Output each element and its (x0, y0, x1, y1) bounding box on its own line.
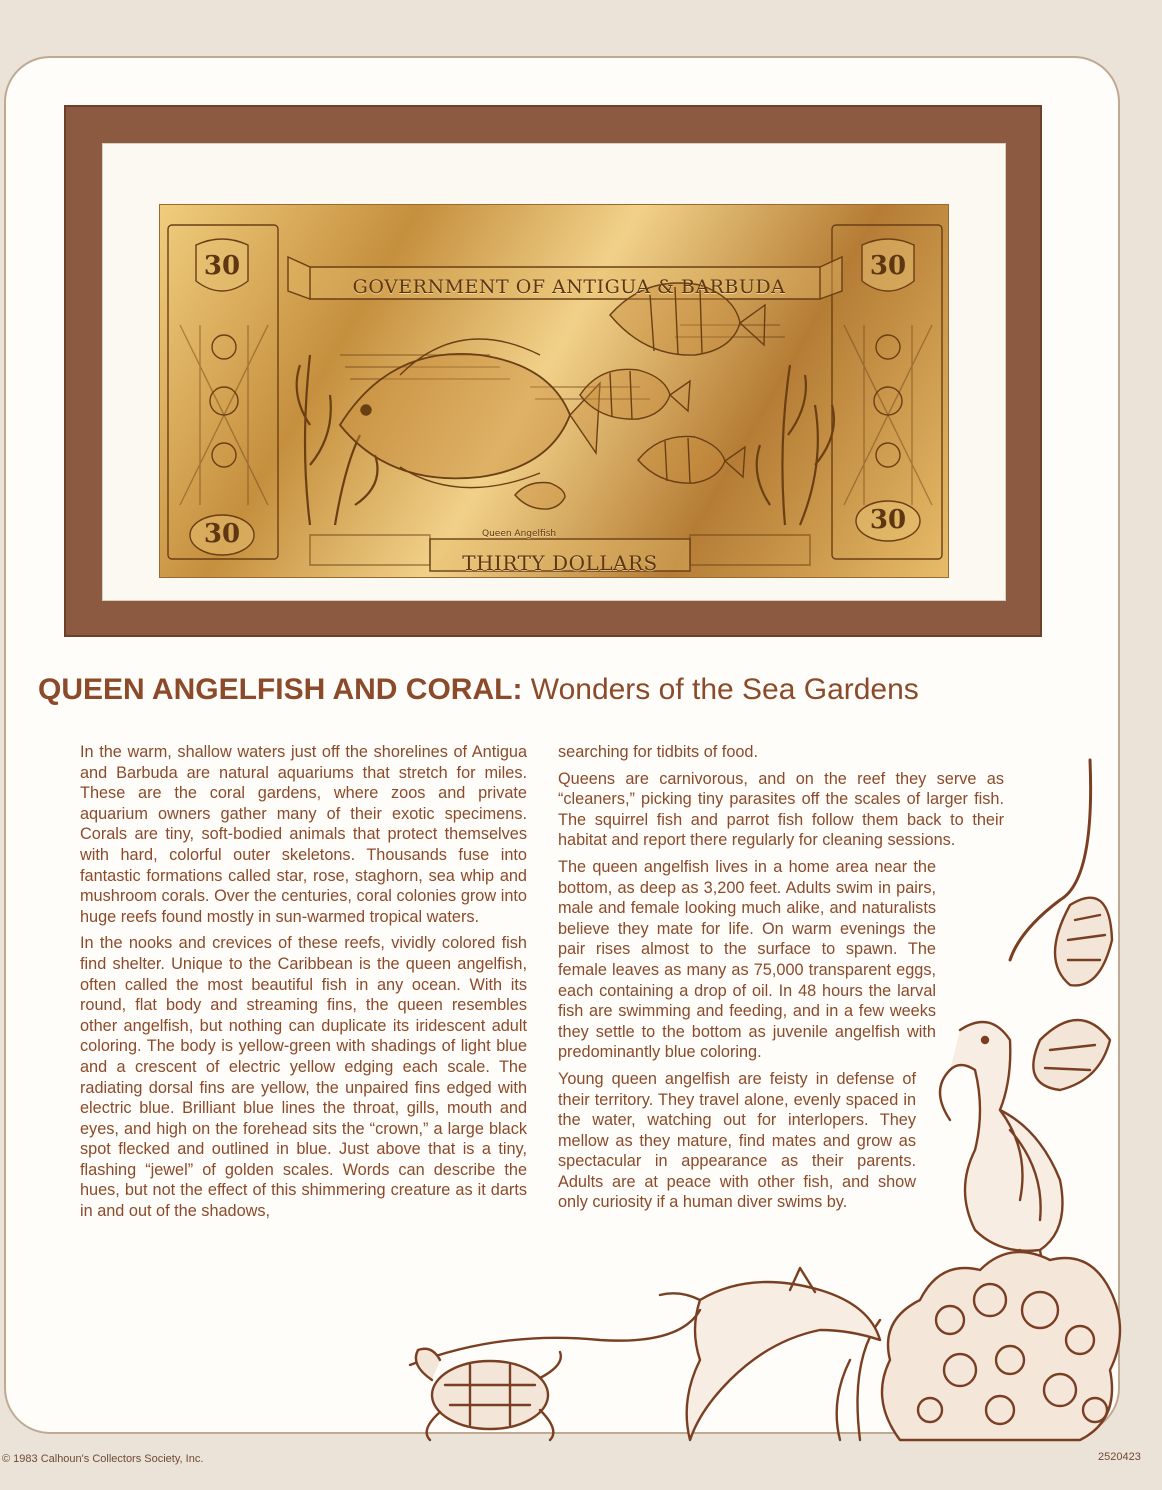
right-paragraph-3: The queen angelfish lives in a home area near the bottom, as deep as 3,200 feet. Adults swim in pairs, male and female looking much alike, and naturalists believe they mate for life. On warm evenings the pair rises almost to the surface to spawn. The female leaves as many as 75,000 transparent eggs, each containing a drop of oil. In 48 hours the larval fish are swimming and feeding, and in a few weeks they settle to the bottom as juvenile angelfish with predominantly blue coloring. (558, 857, 936, 1062)
right-paragraph-1: searching for tidbits of food. (558, 743, 759, 761)
coral-illustration (837, 1252, 1120, 1440)
left-paragraph-2: In the nooks and crevices of these reefs, vividly colored fish find shelter. Unique to the Caribbean is the queen angelfish, often called the most beautiful fish in any ocean. With its round, flat body and streaming fins, the queen resembles other angelfish, but nothing can duplicate its iridescent adult coloring. The body is yellow-green with shadings of light blue and a crescent of electric yellow edging each scale. The radiating dorsal fins are yellow, the unpaired fins edged with electric blue. Brilliant blue lines the throat, gills, mouth and eyes, and high on the forehead sits the “crown,” a large black spot flecked and outlined in blue. Just above that is a tiny, flashing “jewel” of golden scales. Words can describe the hues, but not the effect of this shimmering creature as it darts in and out of the shadows, (80, 934, 527, 1221)
turtle-illustration (416, 1349, 561, 1440)
denomination-top-left: 30 (203, 251, 241, 281)
right-paragraph-2: Queens are carnivorous, and on the reef they serve as “cleaners,” picking tiny parasites off the scales of larger fish. The squirrel fish and parrot fish follow them back to their habitat and report there regularly for cleaning sessions. (558, 769, 1004, 850)
copyright-notice: © 1983 Calhoun's Collectors Society, Inc. (2, 1453, 204, 1465)
banknote-caption: Queen Angelfish (482, 529, 557, 539)
striped-fish-illustration (1033, 898, 1112, 1090)
article-title-bold: QUEEN ANGELFISH AND CORAL: (38, 673, 523, 706)
banknote-issuer: GOVERNMENT OF ANTIGUA & BARBUDA (352, 276, 786, 298)
denomination-top-right: 30 (869, 251, 907, 281)
catalog-number: 2520423 (1098, 1451, 1141, 1463)
right-paragraph-4: Young queen angelfish are feisty in defense of their territory. They travel alone, evenly spaced in the water, watching out for interlopers. They mellow as they mature, find mates and grow as spectacular in appearance as their parents. Adults are at peace with other fish, and show only curiosity if a human diver swims by. (558, 1069, 916, 1212)
banknote-amount: THIRTY DOLLARS (462, 551, 658, 575)
article-title-light: Wonders of the Sea Gardens (530, 673, 919, 706)
left-paragraph-1: In the warm, shallow waters just off the shorelines of Antigua and Barbuda are natural aquariums that stretch for miles. These are the coral gardens, where zoos and private aquarium owners gather many of their exotic specimens. Corals are tiny, soft-bodied animals that protect themselves with hard, colorful outer skeletons. Thousands fuse into fantastic formations called star, rose, staghorn, sea whip and mushroom corals. Over the centuries, coral colonies grow into huge reefs found mostly in sun-warmed tropical waters. (80, 743, 527, 926)
denomination-bottom-left: 30 (203, 519, 241, 549)
dolphin-illustration (660, 1268, 880, 1440)
denomination-bottom-right: 30 (869, 505, 907, 535)
